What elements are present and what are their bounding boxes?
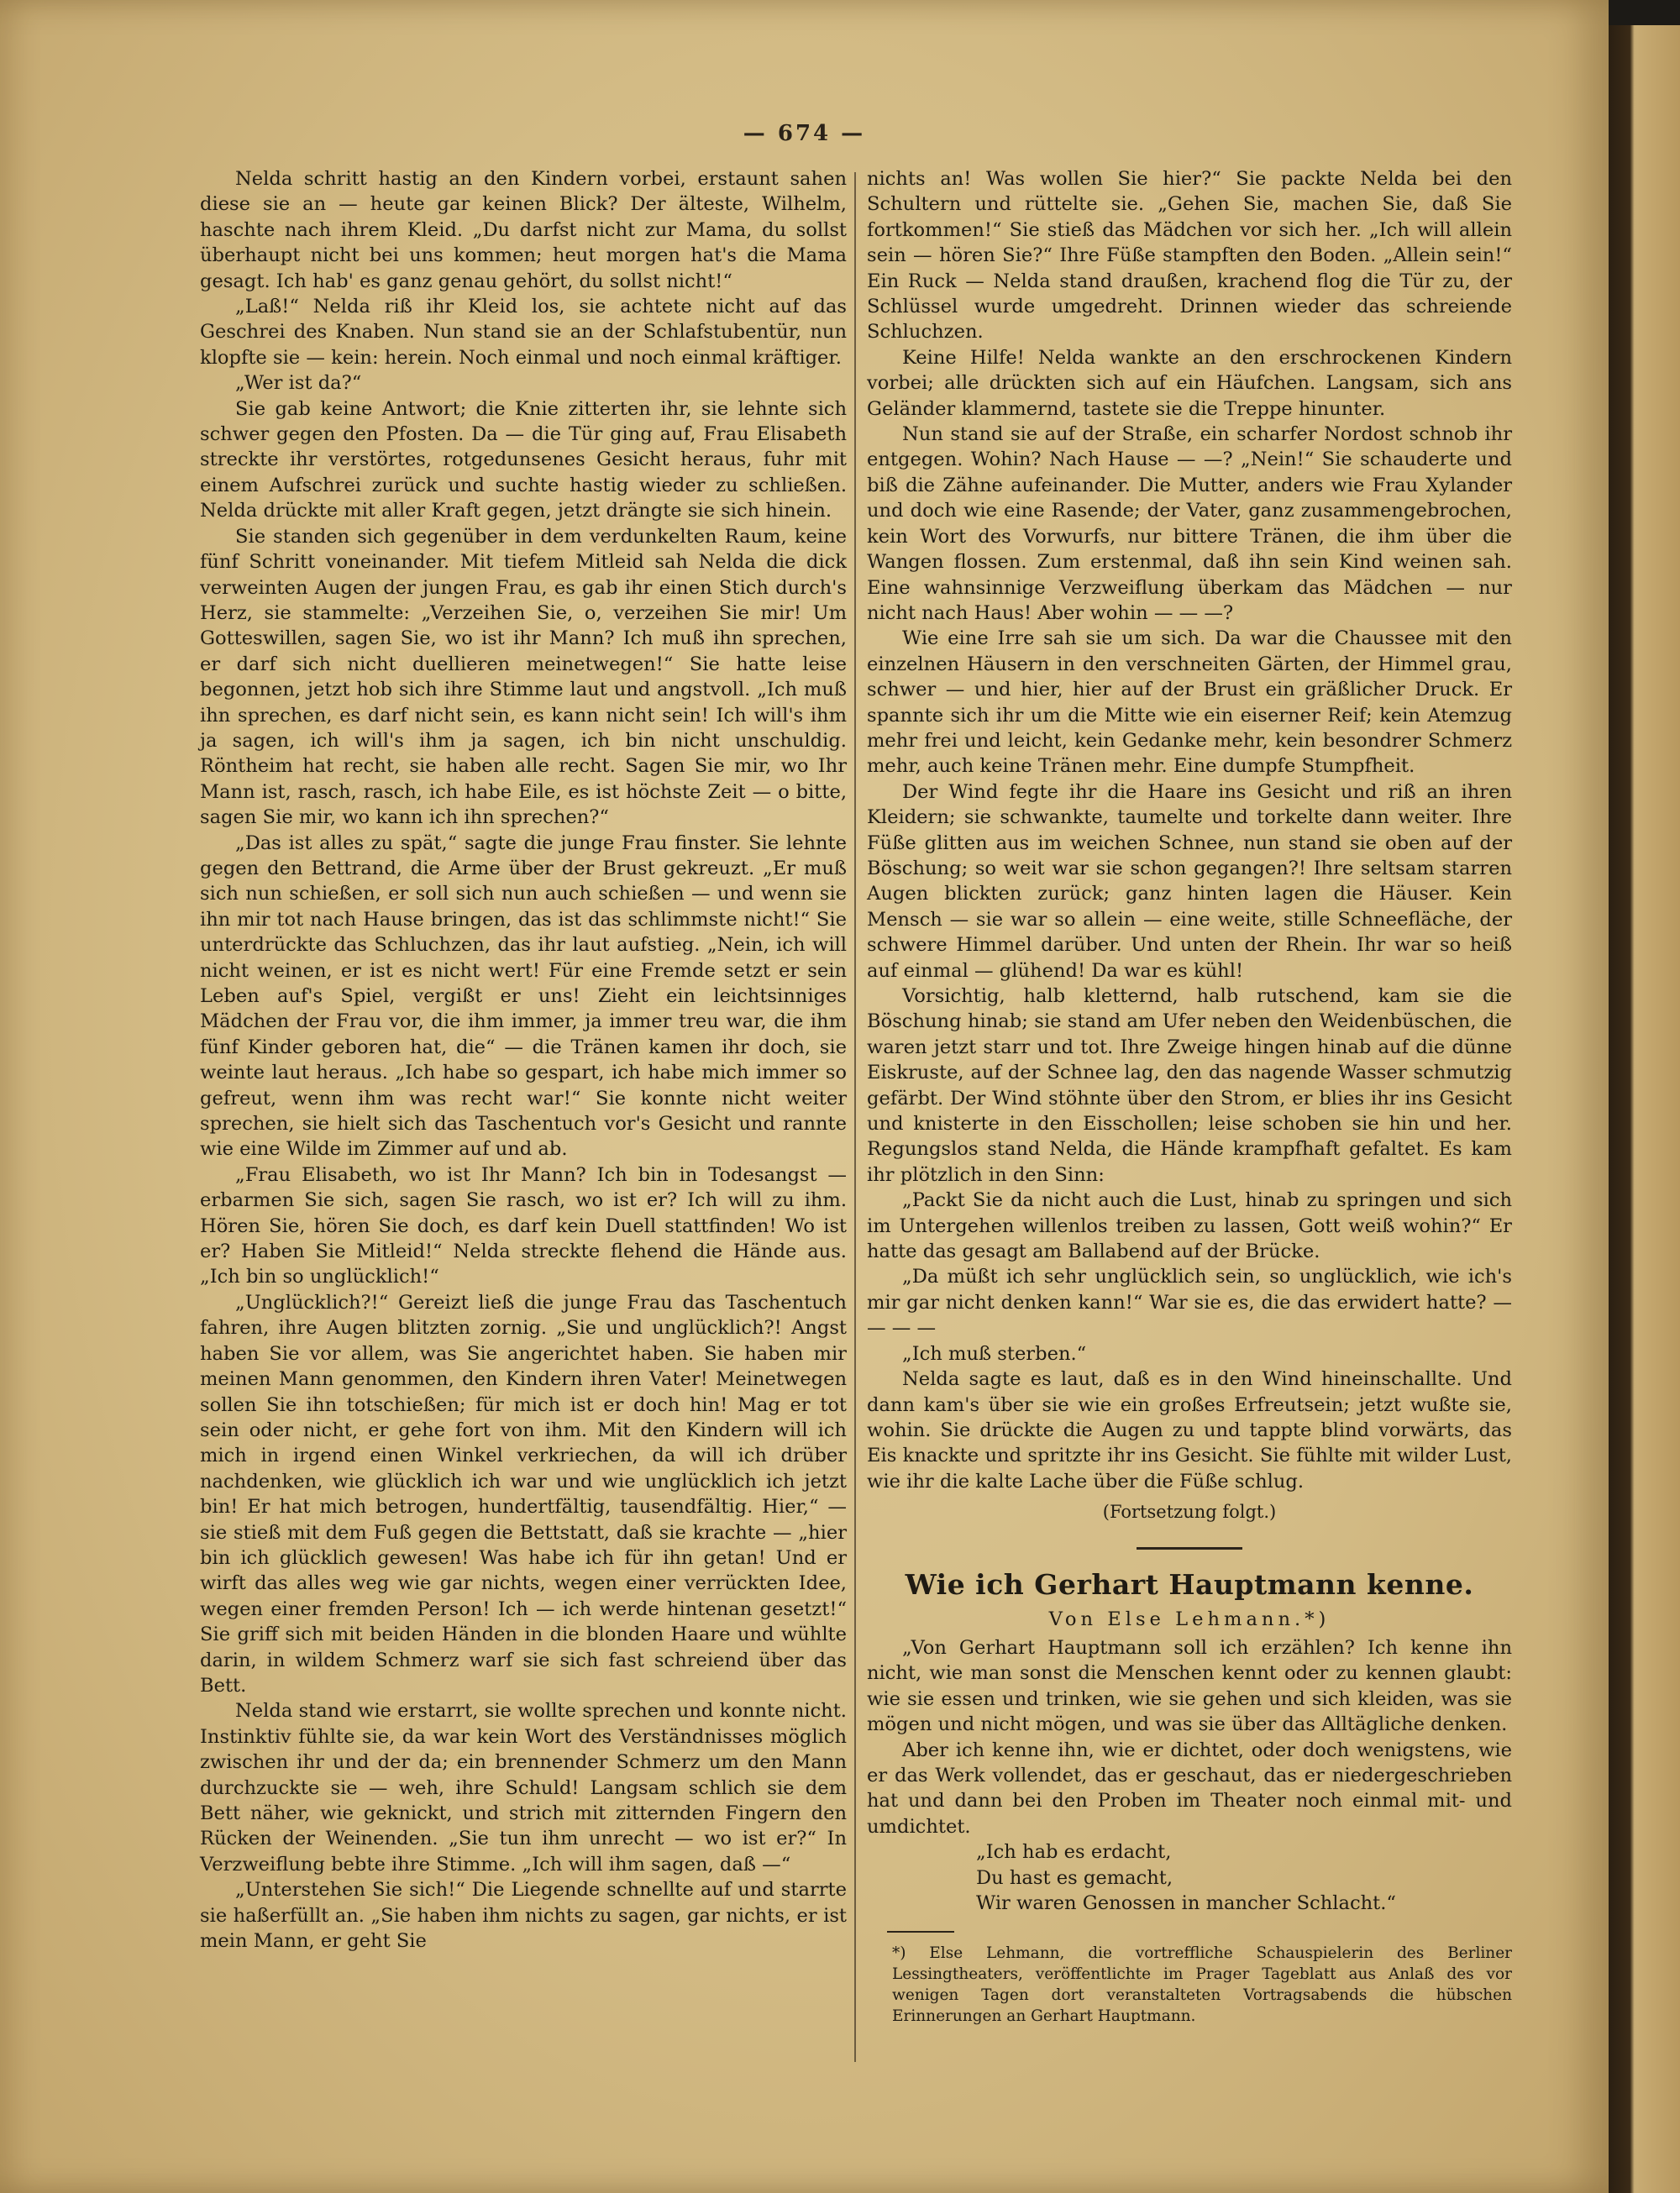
- paragraph: Sie gab keine Antwort; die Knie zitterten ihr, sie lehnte sich schwer gegen den Pfosten. Da — die Tür ging auf, Frau Elisabeth streckte ihr verstörtes, rotgedunsenes Gesicht heraus, fuhr mit einem Aufschrei zurück und suchte hastig wieder zu schließen. Nelda drückte mit aller Kraft gegen, jetzt drängte sie sich hinein.: [200, 397, 847, 522]
- section-divider: [1137, 1547, 1242, 1550]
- paragraph: „Unterstehen Sie sich!“ Die Liegende schnellte auf und starrte sie haßerfüllt an. „Sie haben ihm nichts zu sagen, gar nichts, er ist mein Mann, er geht Sie: [200, 1879, 847, 1953]
- paragraph: Wie eine Irre sah sie um sich. Da war die Chaussee mit den einzelnen Häusern in den verschneiten Gärten, der Himmel grau, schwer — und hier, hier auf der Brust ein gräßlicher Druck. Er spannte sich ihr um die Mitte wie ein eiserner Reif; kein Atemzug mehr frei und leicht, kein Gedanke mehr, kein besondrer Schmerz mehr, auch keine Tränen mehr. Eine dumpfe Stumpfheit.: [867, 627, 1512, 778]
- article-paragraph: Aber ich kenne ihn, wie er dichtet, oder doch wenigstens, wie er das Werk vollendet, das er geschaut, das er niedergeschrieben hat und dann bei den Proben im Theater noch einmal mit- und umdichtet.: [867, 1739, 1512, 1838]
- left-column: [200, 166, 847, 1954]
- continuation-note: (Fortsetzung folgt.): [1102, 1502, 1277, 1523]
- footnote: *) Else Lehmann, die vortreffliche Schauspielerin des Berliner Lessingtheaters, veröffentlichte im Prager Tageblatt aus Anlaß des vor wenigen Tagen dort veranstalteten Vortragsabends die hübschen Erinnerungen an Gerhart Hauptmann.: [892, 1944, 1512, 2026]
- paragraph: Nelda stand wie erstarrt, sie wollte sprechen und konnte nicht. Instinktiv fühlte sie, da war kein Wort des Verständnisses möglich zwischen ihr und der da; ein brennender Schmerz um den Mann durchzuckte sie — weh, ihre Schuld! Langsam schlich sie dem Bett näher, wie geknickt, und strich mit zitternden Fingern den Rücken der Weinenden. „Sie tun ihm unrecht — wo ist er?“ In Verzweiflung bebte ihre Stimme. „Ich will ihm sagen, daß —“: [200, 1700, 847, 1876]
- page-number: — 674 —: [743, 121, 866, 146]
- paragraph: Vorsichtig, halb kletternd, halb rutschend, kam sie die Böschung hinab; sie stand am Ufer neben den Weidenbüschen, die waren jetzt starr und tot. Ihre Zweige hingen hinab auf die dünne Eiskruste, auf der Schnee lag, den das nagende Wasser schmutzig gefärbt. Der Wind stöhnte über den Strom, er blies ihr ins Gesicht und knisterte in den Eisschollen; leise schoben sie hin und her. Regungslos stand Nelda, die Hände krampfhaft gefaltet. Es kam ihr plötzlich in den Sinn:: [867, 985, 1512, 1186]
- paragraph: „Frau Elisabeth, wo ist Ihr Mann? Ich bin in Todesangst — erbarmen Sie sich, sagen Sie rasch, wo ist er? Ich will zu ihm. Hören Sie, hören Sie doch, es darf kein Duell stattfinden! Wo ist er? Haben Sie Mitleid!“ Nelda streckte flehend die Hände aus. „Ich bin so unglücklich!“: [200, 1163, 847, 1288]
- paragraph: Nun stand sie auf der Straße, ein scharfer Nordost schnob ihr entgegen. Wohin? Nach Hause — —? „Nein!“ Sie schauderte und biß die Zähne aufeinander. Die Mutter, anders wie Frau Xylander und doch wie eine Rasende; der Vater, ganz zusammengebrochen, kein Wort des Vorwurfs, nur bittere Tränen, die ihm über die Wangen flossen. Zum erstenmal, daß ihn sein Kind weinen sah. Eine wahnsinnige Verzweiflung überkam das Mädchen — nur nicht nach Haus! Aber wohin — — —?: [867, 423, 1512, 624]
- verse-line: „Ich hab es erdacht,: [976, 1841, 1172, 1864]
- paragraph: Nelda sagte es laut, daß es in den Wind hineinschallte. Und dann kam's über sie wie ein großes Erfreutsein; jetzt wußte sie, wohin. Sie drückte die Augen zu und tappte blind vorwärts, das Eis knackte und spritzte ihr ins Gesicht. Sie fühlte mit wilder Lust, wie ihr die kalte Lache über die Füße schlug.: [867, 1368, 1512, 1493]
- verse-line: Wir waren Genossen in mancher Schlacht.“: [976, 1892, 1396, 1914]
- paragraph: Der Wind fegte ihr die Haare ins Gesicht und riß an ihren Kleidern; sie schwankte, taumelte und torkelte dann weiter. Ihre Füße glitten aus im weichen Schnee, nun stand sie oben auf der Böschung; so weit war sie schon gegangen?! Ihre seltsam starren Augen blickten zurück; ganz hinten lagen die Häuser. Kein Mensch — sie war so allein — eine weite, stille Schneefläche, der schwere Himmel darüber. Und unten der Rhein. Ihr war so heiß auf einmal — glühend! Da war es kühl!: [867, 780, 1512, 982]
- verse-line: Du hast es gemacht,: [976, 1866, 1173, 1889]
- right-column: [867, 166, 1512, 2027]
- paragraph: Nelda schritt hastig an den Kindern vorbei, erstaunt sahen diese sie an — heute gar keinen Blick? Der älteste, Wilhelm, haschte nach ihrem Kleid. „Du darfst nicht zur Mama, du sollst überhaupt nicht bei uns kommen; heut morgen hat's die Mama gesagt. Ich hab' es ganz genau gehört, du sollst nicht!“: [200, 168, 847, 292]
- adjacent-page-edge: [1609, 25, 1680, 2193]
- paragraph: „Das ist alles zu spät,“ sagte die junge Frau finster. Sie lehnte gegen den Bettrand, die Arme über der Brust gekreuzt. „Er muß sich nun schießen, er soll sich nun auch schießen — und wenn sie ihn mir tot nach Hause bringen, das ist das schlimmste nicht!“ Sie unterdrückte das Schluchzen, das ihr laut aufstieg. „Nein, ich will nicht weinen, er ist es nicht wert! Für eine Fremde setzt er sein Leben auf's Spiel, vergißt er uns! Zieht ein leichtsinniges Mädchen der Frau vor, die ihm immer, ja immer treu war, die ihm fünf Kinder geboren hat, die“ — die Tränen kamen ihr doch, sie weinte laut heraus. „Ich habe so gespart, ich habe mich immer so gefreut, wenn ihm was recht war!“ Sie konnte nicht weiter sprechen, sie hielt sich das Taschentuch vor's Gesicht und rannte wie eine Wilde im Zimmer auf und ab.: [200, 832, 847, 1161]
- paragraph: Keine Hilfe! Nelda wankte an den erschrockenen Kindern vorbei; alle drückten sich auf ein Häufchen. Langsam, sich ans Geländer klammernd, tastete sie die Treppe hinunter.: [867, 346, 1512, 420]
- paragraph: „Da müßt ich sehr unglücklich sein, so unglücklich, wie ich's mir gar nicht denken kann!“ War sie es, die das erwidert hatte? — — — —: [867, 1266, 1512, 1340]
- article-title: Wie ich Gerhart Hauptmann kenne.: [905, 1567, 1474, 1601]
- paragraph: Sie standen sich gegenüber in dem verdunkelten Raum, keine fünf Schritt voneinander. Mit tiefem Mitleid sah Nelda die dick verweinten Augen der jungen Frau, es gab ihr einen Stich durch's Herz, sie stammelte: „Verzeihen Sie, o, verzeihen Sie mir! Um Gotteswillen, sagen Sie, wo ist ihr Mann? Ich muß ihn sprechen, er darf sich nicht duellieren meinetwegen!“ Sie hatte leise begonnen, jetzt hob sich ihre Stimme laut und angstvoll. „Ich muß ihn sprechen, es darf nicht sein, es kann nicht sein! Ich will's ihm ja sagen, ich will's ihm ja sagen, ich bin nicht unschuldig. Röntheim hat recht, sie haben alle recht. Sagen Sie mir, wo Ihr Mann ist, rasch, rasch, ich habe Eile, es ist höchste Zeit — o bitte, sagen Sie mir, wo kann ich ihn sprechen?“: [200, 525, 847, 829]
- footnote-rule: [887, 1931, 954, 1933]
- paragraph: nichts an! Was wollen Sie hier?“ Sie packte Nelda bei den Schultern und rüttelte sie. „Gehen Sie, machen Sie, daß Sie fortkommen!“ Sie stieß das Mädchen vor sich her. „Ich will allein sein — hören Sie?“ Ihre Füße stampften den Boden. „Allein sein!“ Ein Ruck — Nelda stand draußen, krachend flog die Tür zu, der Schlüssel wurde umgedreht. Drinnen wieder das schreiende Schluchzen.: [867, 168, 1512, 344]
- article-paragraph: „Von Gerhart Hauptmann soll ich erzählen? Ich kenne ihn nicht, wie man sonst die Menschen kennt oder zu kennen glaubt: wie sie essen und trinken, wie sie gehen und sich kleiden, was sie mögen und nicht mögen, und was sie über das Alltägliche denken.: [867, 1636, 1512, 1736]
- paragraph: „Unglücklich?!“ Gereizt ließ die junge Frau das Taschentuch fahren, ihre Augen blitzten zornig. „Sie und unglücklich?! Angst haben Sie vor allem, was Sie angerichtet haben. Sie haben mir meinen Mann genommen, den Kindern ihren Vater! Meinetwegen sollen Sie ihn totschießen; für mich ist er doch hin! Mag er tot sein oder nicht, er gehe fort von ihm. Mit den Kindern will ich mich in irgend einen Winkel verkriechen, da will ich drüber nachdenken, wie glücklich ich war und wie unglücklich ich jetzt bin! Er hat mich betrogen, hundertfältig, tausendfältig. Hier,“ — sie stieß mit dem Fuß gegen die Bettstatt, daß sie krachte — „hier bin ich glücklich gewesen! Was habe ich für ihn getan! Und er wirft das alles weg wie gar nichts, wegen einer verrückten Idee, wegen einer fremden Person! Ich — ich werde hintenan gesetzt!“ Sie griff sich mit beiden Händen in die blonden Haare und wühlte darin, in wildem Schmerz warf sie sich fast schreiend über das Bett.: [200, 1291, 847, 1697]
- column-divider: [854, 172, 856, 2062]
- paragraph: „Wer ist da?“: [235, 372, 362, 395]
- article-byline: Von Else Lehmann.*): [1048, 1608, 1331, 1630]
- paragraph: „Laß!“ Nelda riß ihr Kleid los, sie achtete nicht auf das Geschrei des Knaben. Nun stand sie an der Schlafstubentür, nun klopfte sie — kein: herein. Noch einmal und noch einmal kräftiger.: [200, 296, 847, 369]
- paragraph: „Ich muß sterben.“: [902, 1342, 1087, 1365]
- paragraph: „Packt Sie da nicht auch die Lust, hinab zu springen und sich im Untergehen willenlos treiben zu lassen, Gott weiß wohin?“ Er hatte das gesagt am Ballabend auf der Brücke.: [867, 1189, 1512, 1263]
